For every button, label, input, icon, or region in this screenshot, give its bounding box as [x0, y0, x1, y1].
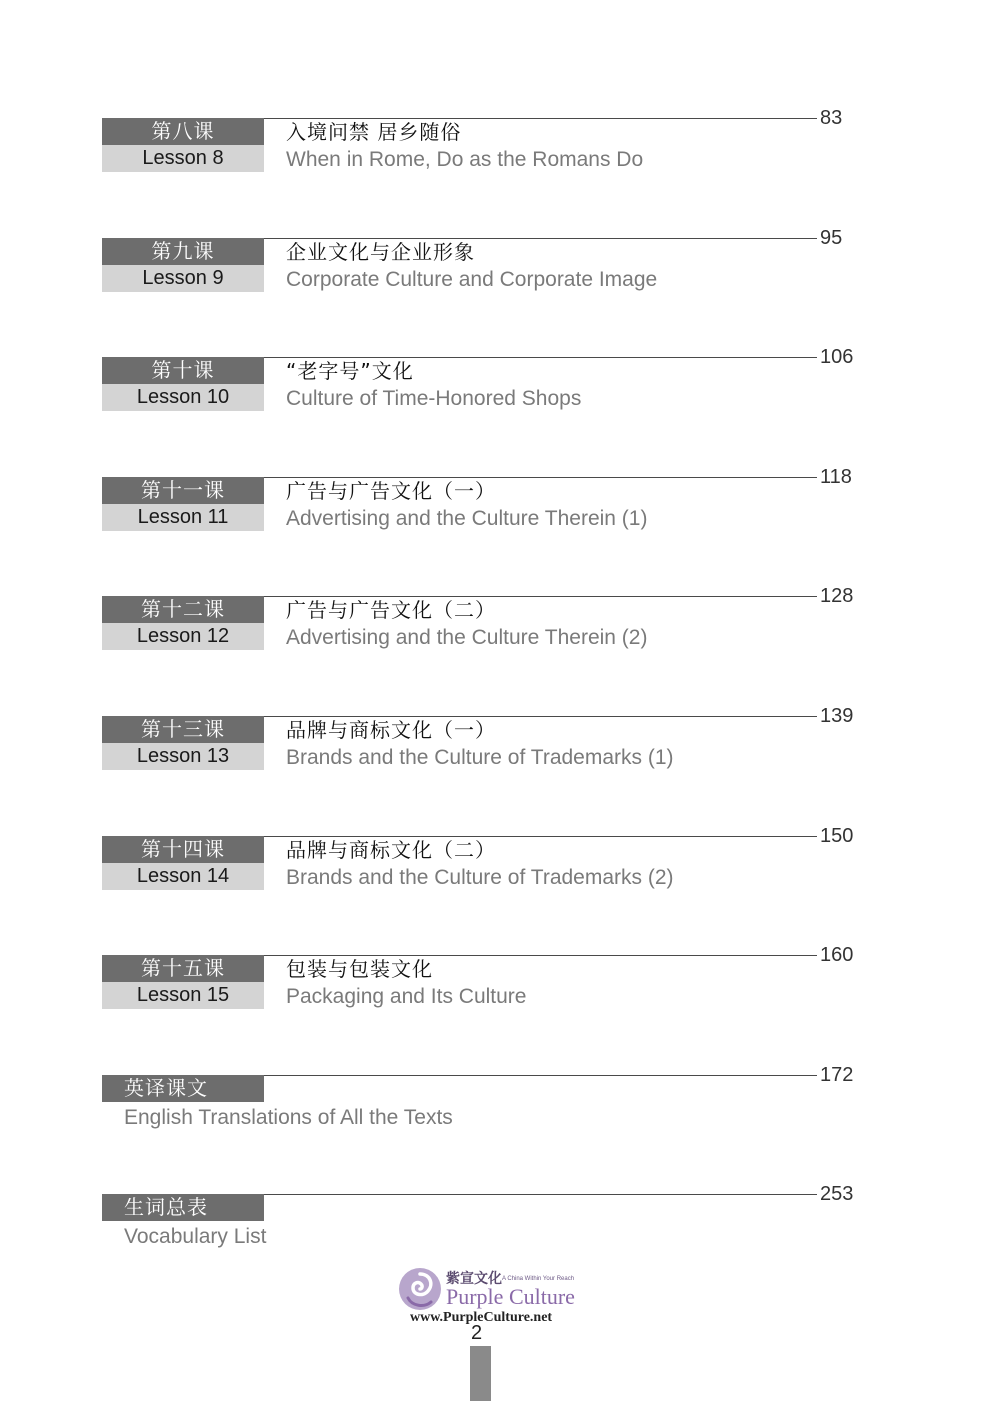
lesson-title-en: Brands and the Culture of Trademarks (2) — [286, 866, 674, 889]
lesson-title-en: Packaging and Its Culture — [286, 985, 527, 1008]
page-number: 128 — [820, 585, 854, 607]
lesson-label-en: Lesson 9 — [102, 265, 264, 292]
lesson-label-cn: 第九课 — [102, 238, 264, 265]
page-tab-marker — [470, 1346, 491, 1401]
lesson-label-cn: 第十四课 — [102, 836, 264, 863]
lesson-title-en: Advertising and the Culture Therein (2) — [286, 626, 648, 649]
lesson-title-en: When in Rome, Do as the Romans Do — [286, 148, 644, 171]
page-number: 160 — [820, 944, 854, 966]
lesson-label-cn: 第八课 — [102, 118, 264, 145]
toc-entry-lesson-14[interactable] — [102, 825, 872, 896]
toc-entry-lesson-8[interactable] — [102, 107, 872, 178]
page-number: 95 — [820, 227, 843, 249]
page-number: 106 — [820, 346, 854, 368]
page-number: 139 — [820, 705, 854, 727]
toc-entry-lesson-11[interactable] — [102, 466, 872, 537]
appendix-label-cn: 英译课文 — [102, 1075, 264, 1102]
lesson-label-cn: 第十课 — [102, 357, 264, 384]
toc-entry-lesson-9[interactable] — [102, 227, 872, 298]
divider-rule — [264, 1075, 817, 1076]
logo-chinese-text: 紫宣文化 — [446, 1271, 502, 1287]
appendix-title-en: English Translations of All the Texts — [124, 1106, 453, 1129]
purple-culture-logo — [398, 1262, 598, 1332]
lesson-title-cn: “老字号”文化 — [286, 359, 414, 383]
page-number: 253 — [820, 1183, 854, 1205]
toc-entry-lesson-12[interactable] — [102, 585, 872, 656]
folio-page-number: 2 — [471, 1322, 483, 1344]
logo-brand-name: Purple Culture — [446, 1284, 575, 1309]
toc-entry-lesson-13[interactable] — [102, 705, 872, 776]
page-number: 83 — [820, 107, 843, 129]
lesson-label-en: Lesson 15 — [102, 982, 264, 1009]
logo-tagline: A China Within Your Reach — [502, 1276, 575, 1282]
lesson-title-en: Corporate Culture and Corporate Image — [286, 268, 658, 291]
lesson-title-cn: 企业文化与企业形象 — [286, 240, 475, 264]
lesson-title-cn: 入境问禁 居乡随俗 — [286, 120, 462, 144]
lesson-title-en: Brands and the Culture of Trademarks (1) — [286, 746, 674, 769]
lesson-title-cn: 包装与包装文化 — [286, 957, 433, 981]
toc-entry-lesson-15[interactable] — [102, 944, 872, 1015]
toc-entry-vocabulary-list[interactable] — [102, 1183, 872, 1254]
lesson-title-en: Culture of Time-Honored Shops — [286, 387, 582, 410]
swirl-logo-icon — [398, 1264, 442, 1314]
page-number: 150 — [820, 825, 854, 847]
lesson-label-cn: 第十二课 — [102, 596, 264, 623]
lesson-title-cn: 品牌与商标文化（一） — [286, 718, 496, 742]
lesson-label-cn: 第十五课 — [102, 955, 264, 982]
lesson-label-cn: 第十三课 — [102, 716, 264, 743]
lesson-label-en: Lesson 8 — [102, 145, 264, 172]
lesson-title-cn: 品牌与商标文化（二） — [286, 838, 496, 862]
appendix-title-en: Vocabulary List — [124, 1225, 267, 1248]
appendix-label-cn: 生词总表 — [102, 1194, 264, 1221]
toc-entry-lesson-10[interactable] — [102, 346, 872, 417]
divider-rule — [264, 1194, 817, 1195]
lesson-label-en: Lesson 10 — [102, 384, 264, 411]
lesson-label-cn: 第十一课 — [102, 477, 264, 504]
toc-entry-english-translations[interactable] — [102, 1064, 872, 1135]
lesson-title-cn: 广告与广告文化（一） — [286, 479, 496, 503]
lesson-label-en: Lesson 11 — [102, 504, 264, 531]
page-number: 118 — [820, 466, 852, 488]
lesson-title-en: Advertising and the Culture Therein (1) — [286, 507, 648, 530]
page-number: 172 — [820, 1064, 854, 1086]
lesson-label-en: Lesson 13 — [102, 743, 264, 770]
logo-url[interactable]: www.PurpleCulture.net — [410, 1310, 553, 1325]
lesson-label-en: Lesson 12 — [102, 623, 264, 650]
lesson-title-cn: 广告与广告文化（二） — [286, 598, 496, 622]
lesson-label-en: Lesson 14 — [102, 863, 264, 890]
